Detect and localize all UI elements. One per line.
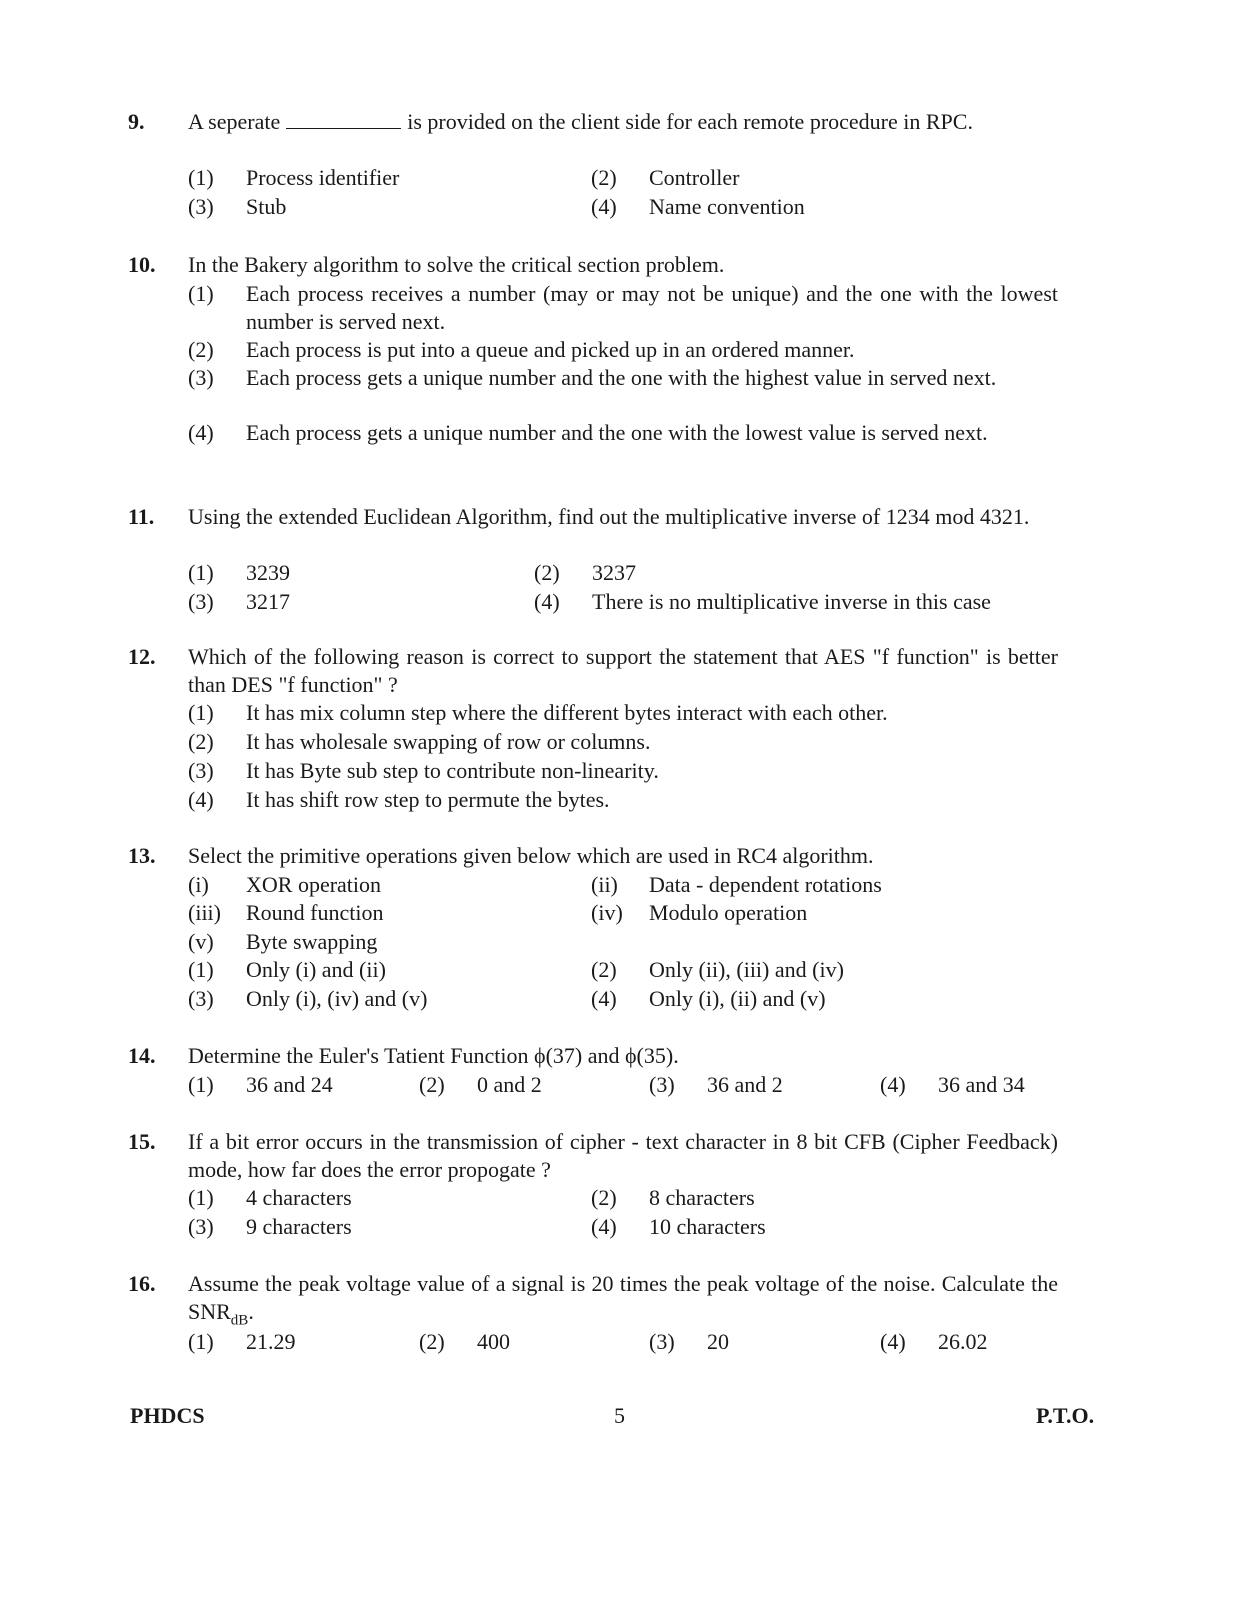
question-16: 16. Assume the peak voltage value of a signal is 20 times the peak voltage of the noise. Calculate the $SNR_{dB}$. (1) 21.29 (2) 400 (3) 20 (4) 26.02	[128, 1271, 1058, 1354]
answer-blank	[286, 110, 401, 129]
question-text: Assume the peak voltage value of a signal is 20 times the peak voltage of the noise. Calculate the $SNR_{dB}$.	[188, 1271, 1058, 1329]
question-text: Which of the following reason is correct to support the statement that AES "f function" is better than DES "f function" ?	[188, 644, 1058, 697]
question-text: If a bit error occurs in the transmission of cipher - text character in 8 bit CFB (Cipher Feedback) mode, how far does the error propogate ?	[188, 1129, 1058, 1182]
question-number: 13.	[128, 843, 156, 868]
footer-pto: P.T.O.	[1036, 1403, 1095, 1428]
question-11: 11. Using the extended Euclidean Algorithm, find out the multiplicative inverse of 1234 mod 4321. (1) 3239 (2) 3237 (3) 3217 (4) There is no multiplicative inverse in this case	[128, 503, 1058, 531]
question-10: 10. In the Bakery algorithm to solve the critical section problem. (1) Each process receives a number (may or may not be unique) and the one with the lowest number is served next. (2) Each process is put into a queue and picked up in an ordered manner. (3) Each process gets a unique number and the one with the highest value in served next. (4) Each process gets a unique number and the one with the lowest value is served next.	[128, 252, 1058, 445]
question-number: 16.	[128, 1271, 156, 1296]
question-9: 9. A seperate is provided on the client side for each remote procedure in RPC. (1) Process identifier (2) Controller (3) Stub (4) Name convention	[128, 108, 1058, 136]
footer-code: PHDCS	[130, 1403, 205, 1428]
question-13: 13. Select the primitive operations given below which are used in RC4 algorithm. (i) XOR operation (ii) Data - dependent rotations (iii) Round function (iv) Modulo operation (v) Byte swapping (1) Only (i) and (ii) (2) Only (ii), (iii) and (iv) (3) Only (i), (iv) and (v) (4) Only (i), (ii) and (v)	[128, 842, 1058, 870]
question-text: A seperate is provided on the client side for each remote procedure in RPC.	[188, 109, 973, 134]
question-14: 14. Determine the Euler's Tatient Function ϕ(37) and ϕ(35). (1) 36 and 24 (2) 0 and 2 (3) 36 and 2 (4) 36 and 34	[128, 1042, 1058, 1070]
question-number: 12.	[128, 644, 156, 669]
question-text: Determine the Euler's Tatient Function ϕ(37) and ϕ(35).	[188, 1043, 679, 1068]
question-number: 10.	[128, 252, 156, 277]
question-number: 11.	[128, 504, 155, 529]
question-number: 9.	[128, 109, 145, 134]
question-number: 15.	[128, 1129, 156, 1154]
page-number: 5	[614, 1403, 625, 1428]
question-15: 15. If a bit error occurs in the transmission of cipher - text character in 8 bit CFB (Cipher Feedback) mode, how far does the error propogate ? (1) 4 characters (2) 8 characters (3) 9 characters (4) 10 characters	[128, 1129, 1058, 1239]
question-12: 12. Which of the following reason is correct to support the statement that AES "f function" is better than DES "f function" ? (1) It has mix column step where the different bytes interact with each other. (2) It has wholesale swapping of row or columns. (3) It has Byte sub step to contribute non-linearity. (4) It has shift row step to permute the bytes.	[128, 644, 1058, 812]
question-text: Using the extended Euclidean Algorithm, find out the multiplicative inverse of 1234 mod 4321.	[188, 504, 1030, 529]
question-number: 14.	[128, 1043, 156, 1068]
question-text: In the Bakery algorithm to solve the critical section problem.	[188, 252, 725, 277]
question-text: Select the primitive operations given below which are used in RC4 algorithm.	[188, 843, 874, 868]
